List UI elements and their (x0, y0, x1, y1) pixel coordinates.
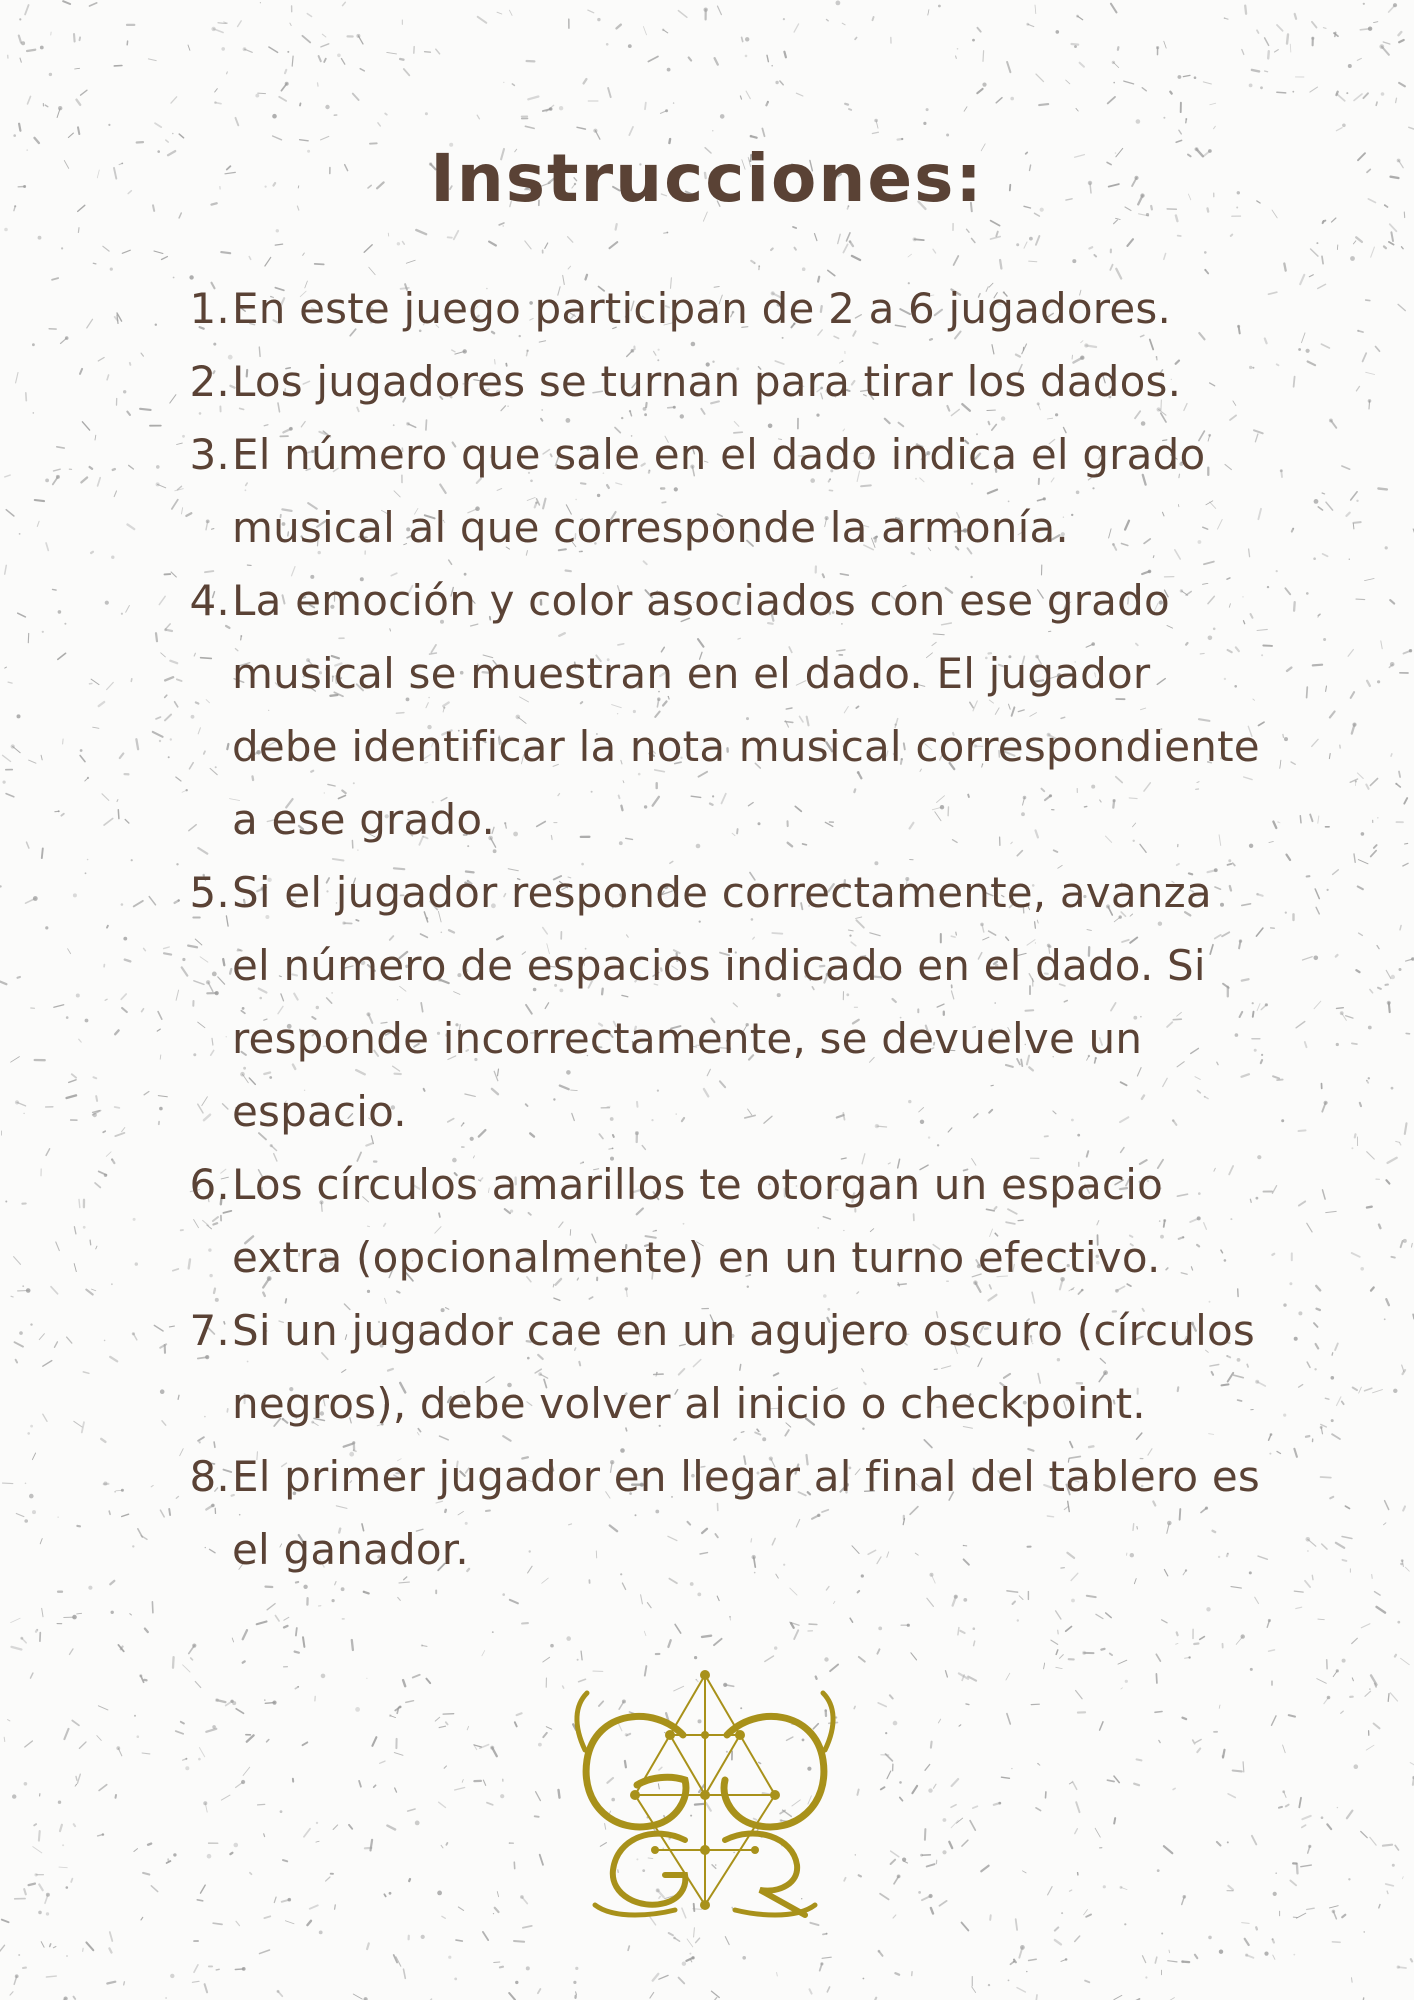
instruction-text: Los círculos amarillos te otorgan un espacio extra (opcionalmente) en un turno efectivo. (232, 1160, 1163, 1282)
instruction-text: Si el jugador responde correctamente, avanza el número de espacios indicado en el dado. Si responde incorrectamente, se devuelve un espacio. (232, 868, 1212, 1136)
instruction-text: El número que sale en el dado indica el grado musical al que corresponde la armonía. (232, 430, 1206, 552)
instruction-item (180, 1148, 1280, 1294)
instruction-number: 7. (189, 1306, 230, 1355)
instruction-item (180, 418, 1280, 564)
instruction-text: Los jugadores se turnan para tirar los dados. (232, 357, 1182, 406)
instruction-number: 3. (189, 430, 230, 479)
instruction-item (180, 564, 1280, 856)
page-title: Instrucciones: (430, 140, 984, 217)
instruction-number: 2. (189, 357, 230, 406)
instruction-number: 8. (189, 1452, 230, 1501)
instruction-text: El primer jugador en llegar al final del tablero es el ganador. (232, 1452, 1260, 1574)
instruction-number: 1. (189, 284, 230, 333)
instruction-text: En este juego participan de 2 a 6 jugadores. (232, 284, 1171, 333)
instruction-number: 6. (189, 1160, 230, 1209)
instruction-text: Si un jugador cae en un agujero oscuro (círculos negros), debe volver al inicio o checkpoint. (232, 1306, 1255, 1428)
instruction-item (180, 1294, 1280, 1440)
instruction-item (180, 856, 1280, 1148)
instruction-text: La emoción y color asociados con ese grado musical se muestran en el dado. El jugador debe identificar la nota musical correspondiente a ese grado. (232, 576, 1260, 844)
instruction-number: 4. (189, 576, 230, 625)
instruction-item (180, 1440, 1280, 1586)
instruction-item (180, 345, 1280, 418)
instructions-list (180, 272, 1280, 1586)
gold-monogram-logo-icon (555, 1665, 855, 1925)
instruction-number: 5. (189, 868, 230, 917)
instruction-item (180, 272, 1280, 345)
